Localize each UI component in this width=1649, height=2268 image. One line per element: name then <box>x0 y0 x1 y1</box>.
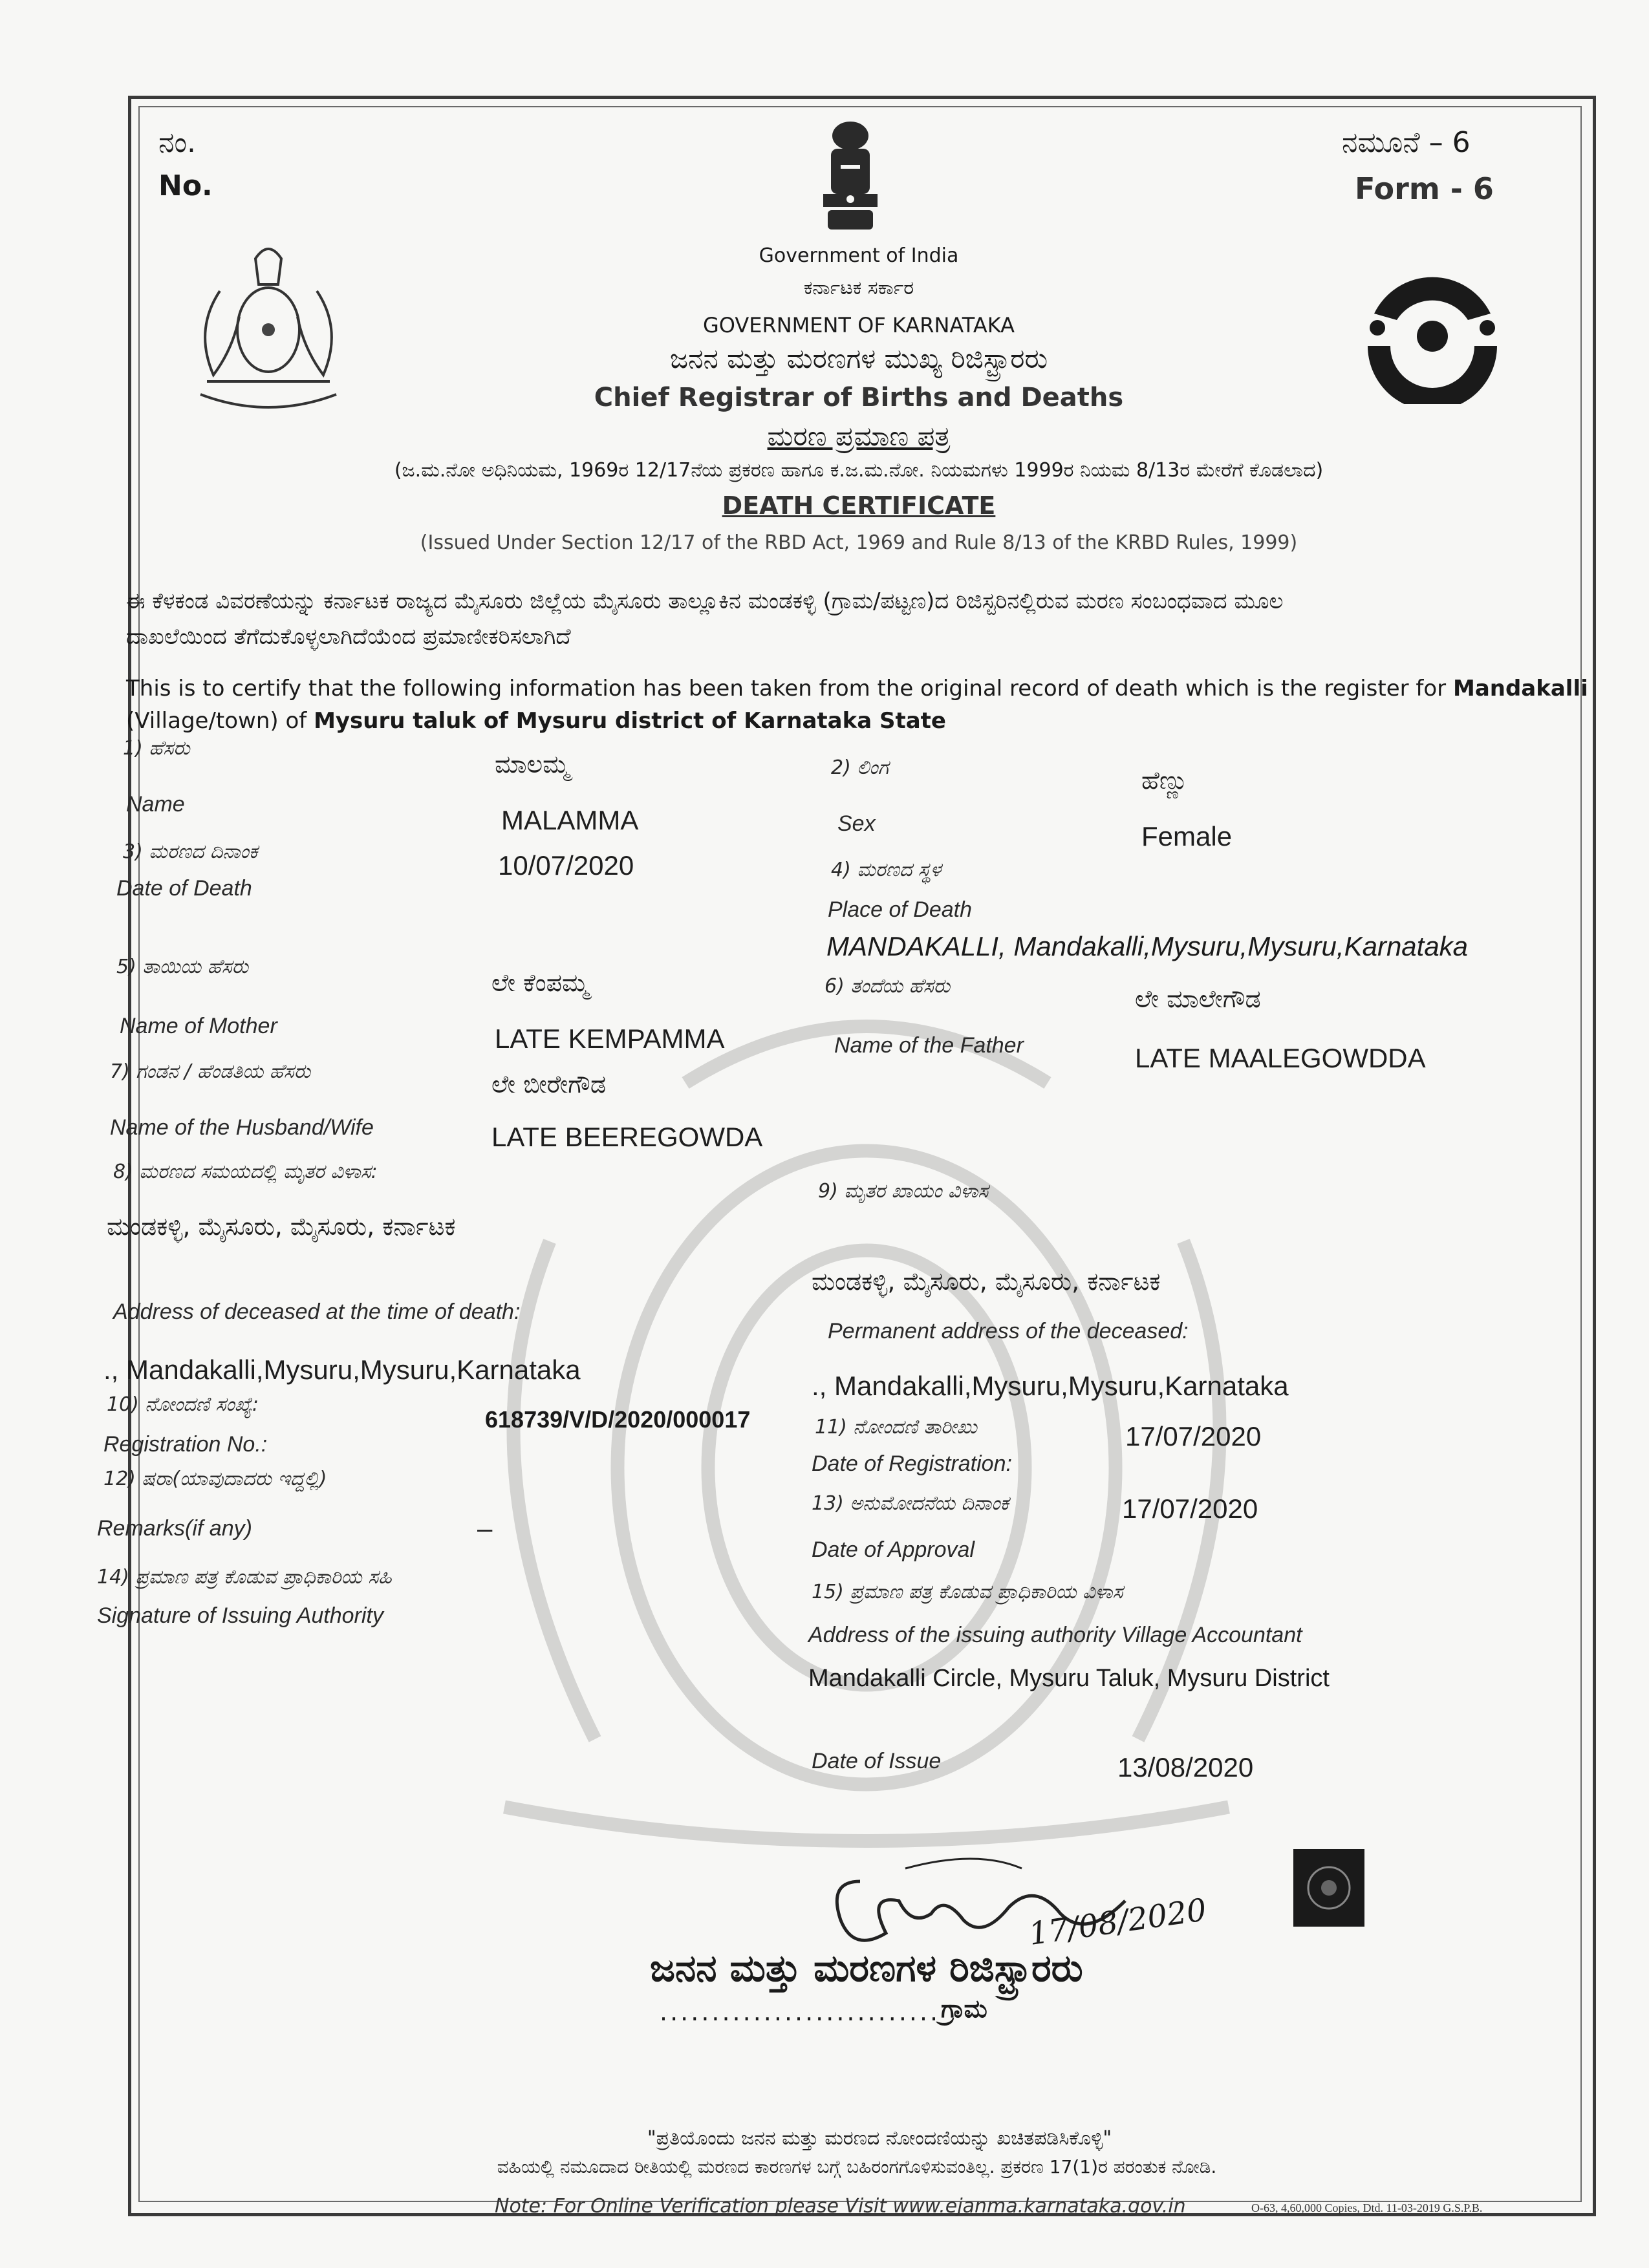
remarks-value: – <box>477 1513 493 1543</box>
issue-date-value: 13/08/2020 <box>1117 1752 1254 1782</box>
name-value-kn: ಮಾಲಮ್ಮ <box>495 750 570 778</box>
place-of-death-value: MANDAKALLI, Mandakalli,Mysuru,Mysuru,Karnataka <box>826 931 1469 961</box>
approval-date-value: 17/07/2020 <box>1122 1493 1258 1524</box>
karnataka-emblem-icon <box>181 233 356 420</box>
registrar-title: Chief Registrar of Births and Deaths <box>594 383 1124 412</box>
place-of-death-label-kn: 4) ಮರಣದ ಸ್ಥಳ <box>831 859 942 881</box>
certificate-title: DEATH CERTIFICATE <box>722 491 996 520</box>
gov-karnataka-kn: ಕರ್ನಾಟಕ ಸರ್ಕಾರ <box>803 277 914 299</box>
mother-value-kn: ಲೇ ಕೆಂಪಮ್ಮ <box>491 968 589 997</box>
sex-label: Sex <box>837 811 876 836</box>
stamp-dotted-line: ........................... <box>660 1998 941 2026</box>
registration-number-value: 618739/V/D/2020/000017 <box>485 1406 751 1433</box>
form-label-kn: ನಮೂನೆ – 6 <box>1342 126 1471 159</box>
spouse-label-kn: 7) ಗಂಡನ / ಹೆಂಡತಿಯ ಹೆಸರು <box>110 1060 311 1083</box>
issued-under-text: (Issued Under Section 12/17 of the RBD Act, 1969 and Rule 8/13 of the KRBD Rules, 1999) <box>420 531 1298 554</box>
signature-label-kn: 14) ಪ್ರಮಾಣ ಪತ್ರ ಕೊಡುವ ಪ್ರಾಧಿಕಾರಿಯ ಸಹಿ <box>97 1566 392 1589</box>
gov-karnataka-text: GOVERNMENT OF KARNATAKA <box>702 313 1015 337</box>
act-reference-kn: (ಜ.ಮ.ನೋ ಅಧಿನಿಯಮ, 1969ರ 12/17ನೆಯ ಪ್ರಕರಣ ಹಾಗೂ ಕ.ಜ.ಮ.ನೋ. ನಿಯಮಗಳು 1999ರ ನಿಯಮ 8/13ರ ಮೇರೆಗೆ ಕೊಡಲಾದ) <box>394 459 1324 482</box>
registrar-kn: ಜನನ ಮತ್ತು ಮರಣಗಳ ಮುಖ್ಯ ರಿಜಿಸ್ಟ್ರಾರರು <box>669 343 1048 374</box>
date-of-death-value: 10/07/2020 <box>498 850 634 881</box>
permanent-address-value: ., Mandakalli,Mysuru,Mysuru,Karnataka <box>812 1371 1289 1401</box>
address-label-kn: 8) ಮರಣದ ಸಮಯದಲ್ಲಿ ಮೃತರ ವಿಳಾಸ: <box>113 1161 378 1183</box>
approval-date-label: Date of Approval <box>812 1537 975 1562</box>
place-of-death-label: Place of Death <box>828 897 973 922</box>
signature-date: 17/08/2020 <box>1026 1892 1209 1952</box>
authority-address-label: Address of the issuing authority Village Accountant <box>808 1623 1302 1647</box>
permanent-address-value-kn: ಮಂಡಕಳ್ಳಿ, ಮೈಸೂರು, ಮೈಸೂರು, ಕರ್ನಾಟಕ <box>812 1267 1161 1296</box>
number-label-kn: ನಂ. <box>158 126 196 159</box>
mother-label: Name of Mother <box>120 1014 277 1038</box>
footer-verification-note: Note: For Online Verification please Visit www.ejanma.karnataka.gov.in <box>495 2195 1186 2218</box>
certificate-title-kn: ಮರಣ ಪ್ರಮಾಣ ಪತ್ರ <box>767 420 951 452</box>
registration-number-label-kn: 10) ನೋಂದಣಿ ಸಂಖ್ಯೆ: <box>107 1393 259 1416</box>
father-label-kn: 6) ತಂದೆಯ ಹೆಸರು <box>824 975 951 998</box>
date-of-death-label-kn: 3) ಮರಣದ ದಿನಾಂಕ <box>123 840 258 863</box>
mother-value: LATE KEMPAMMA <box>495 1023 725 1054</box>
registration-date-label: Date of Registration: <box>812 1451 1012 1476</box>
registration-date-value: 17/07/2020 <box>1125 1421 1262 1451</box>
intro-en-line2: (Village/town) of Mysuru taluk of Mysuru district of Karnataka State <box>126 708 946 734</box>
registrar-stamp-kn: ಜನನ ಮತ್ತು ಮರಣಗಳ ರಿಜಿಸ್ಟ್ರಾರರು <box>650 1946 1083 1990</box>
name-label-kn: 1) ಹೆಸರು <box>123 737 190 760</box>
spouse-label: Name of the Husband/Wife <box>110 1115 374 1140</box>
authority-address-value: Mandakalli Circle, Mysuru Taluk, Mysuru District <box>808 1665 1330 1692</box>
ejanma-logo-icon <box>1352 255 1513 404</box>
remarks-label: Remarks(if any) <box>97 1516 252 1541</box>
mother-label-kn: 5) ತಾಯಿಯ ಹೆಸರು <box>116 956 249 978</box>
national-emblem-icon <box>812 116 889 239</box>
father-value-kn: ಲೇ ಮಾಲೇಗೌಡ <box>1135 985 1261 1013</box>
intro-kn-line1: ಈ ಕೆಳಕಂಡ ವಿವರಣೆಯನ್ನು ಕರ್ನಾಟಕ ರಾಜ್ಯದ ಮೈಸೂರು ಜಿಲ್ಲೆಯ ಮೈಸೂರು ತಾಲ್ಲೂಕಿನ ಮಂಡಕಳ್ಳಿ (ಗ್ರಾಮ/ಪಟ್ಟಣ)ದ ರಿಜಿಸ್ಟರಿನಲ್ಲಿರುವ ಮರಣ ಸಂಬಂಧವಾದ ಮೂಲ <box>126 588 1284 614</box>
sex-value: Female <box>1141 821 1233 851</box>
issue-date-label: Date of Issue <box>812 1749 942 1773</box>
authority-address-label-kn: 15) ಪ್ರಮಾಣ ಪತ್ರ ಕೊಡುವ ಪ್ರಾಧಿಕಾರಿಯ ವಿಳಾಸ <box>812 1581 1123 1603</box>
footer-note-kn: ವಹಿಯಲ್ಲಿ ನಮೂದಾದ ರೀತಿಯಲ್ಲಿ ಮರಣದ ಕಾರಣಗಳ ಬಗ್ಗೆ ಬಹಿರಂಗಗೊಳಿಸುವಂತಿಲ್ಲ. ಪ್ರಕರಣ 17(1)ರ ಪರಂತುಕ ನೋಡಿ. <box>497 2156 1217 2177</box>
number-label: No. <box>158 169 213 202</box>
stamp-village-kn: ಗ್ರಾಮ <box>941 1995 987 2023</box>
permanent-address-label: Permanent address of the deceased: <box>828 1319 1189 1343</box>
date-of-death-label: Date of Death <box>116 876 252 901</box>
footer-print-info: O-63, 4,60,000 Copies, Dtd. 11-03-2019 G.S.P.B. <box>1251 2201 1483 2214</box>
name-value: MALAMMA <box>501 805 639 835</box>
registration-number-label: Registration No.: <box>103 1432 268 1457</box>
spouse-value-kn: ಲೇ ಬೀರೇಗೌಡ <box>491 1070 607 1098</box>
signature-label: Signature of Issuing Authority <box>97 1603 383 1628</box>
address-value: ., Mandakalli,Mysuru,Mysuru,Karnataka <box>103 1354 581 1385</box>
sex-value-kn: ಹೆಣ್ಣು <box>1141 766 1189 795</box>
approval-date-label-kn: 13) ಅನುಮೋದನೆಯ ದಿನಾಂಕ <box>812 1492 1009 1515</box>
footer-slogan-kn: "ಪ್ರತಿಯೊಂದು ಜನನ ಮತ್ತು ಮರಣದ ನೋಂದಣಿಯನ್ನು ಖಚಿತಪಡಿಸಿಕೊಳ್ಳಿ" <box>647 2127 1112 2150</box>
qr-seal-icon <box>1293 1849 1364 1927</box>
sex-label-kn: 2) ಲಿಂಗ <box>831 756 889 779</box>
spouse-value: LATE BEEREGOWDA <box>491 1122 763 1152</box>
address-label: Address of deceased at the time of death: <box>113 1300 521 1324</box>
registration-date-label-kn: 11) ನೋಂದಣಿ ತಾರೀಖು <box>815 1416 977 1439</box>
remarks-label-kn: 12) ಷರಾ(ಯಾವುದಾದರು ಇದ್ದಲ್ಲಿ) <box>103 1468 327 1490</box>
intro-kn-line2: ದಾಖಲೆಯಿಂದ ತೆಗೆದುಕೊಳ್ಳಲಾಗಿದೆಯೆಂದ ಪ್ರಮಾಣೀಕರಿಸಲಾಗಿದೆ <box>126 624 571 650</box>
father-value: LATE MAALEGOWDDA <box>1135 1043 1426 1073</box>
father-label: Name of the Father <box>834 1033 1024 1058</box>
address-value-kn: ಮಂಡಕಳ್ಳಿ, ಮೈಸೂರು, ಮೈಸೂರು, ಕರ್ನಾಟಕ <box>107 1212 456 1241</box>
gov-india-text: Government of India <box>759 244 959 267</box>
intro-en-line1: This is to certify that the following information has been taken from the original record of death which is the register for Mandakalli <box>126 676 1588 701</box>
permanent-address-label-kn: 9) ಮೃತರ ಖಾಯಂ ವಿಳಾಸ <box>818 1180 989 1203</box>
name-label: Name <box>126 792 185 817</box>
form-label: Form - 6 <box>1355 171 1494 206</box>
